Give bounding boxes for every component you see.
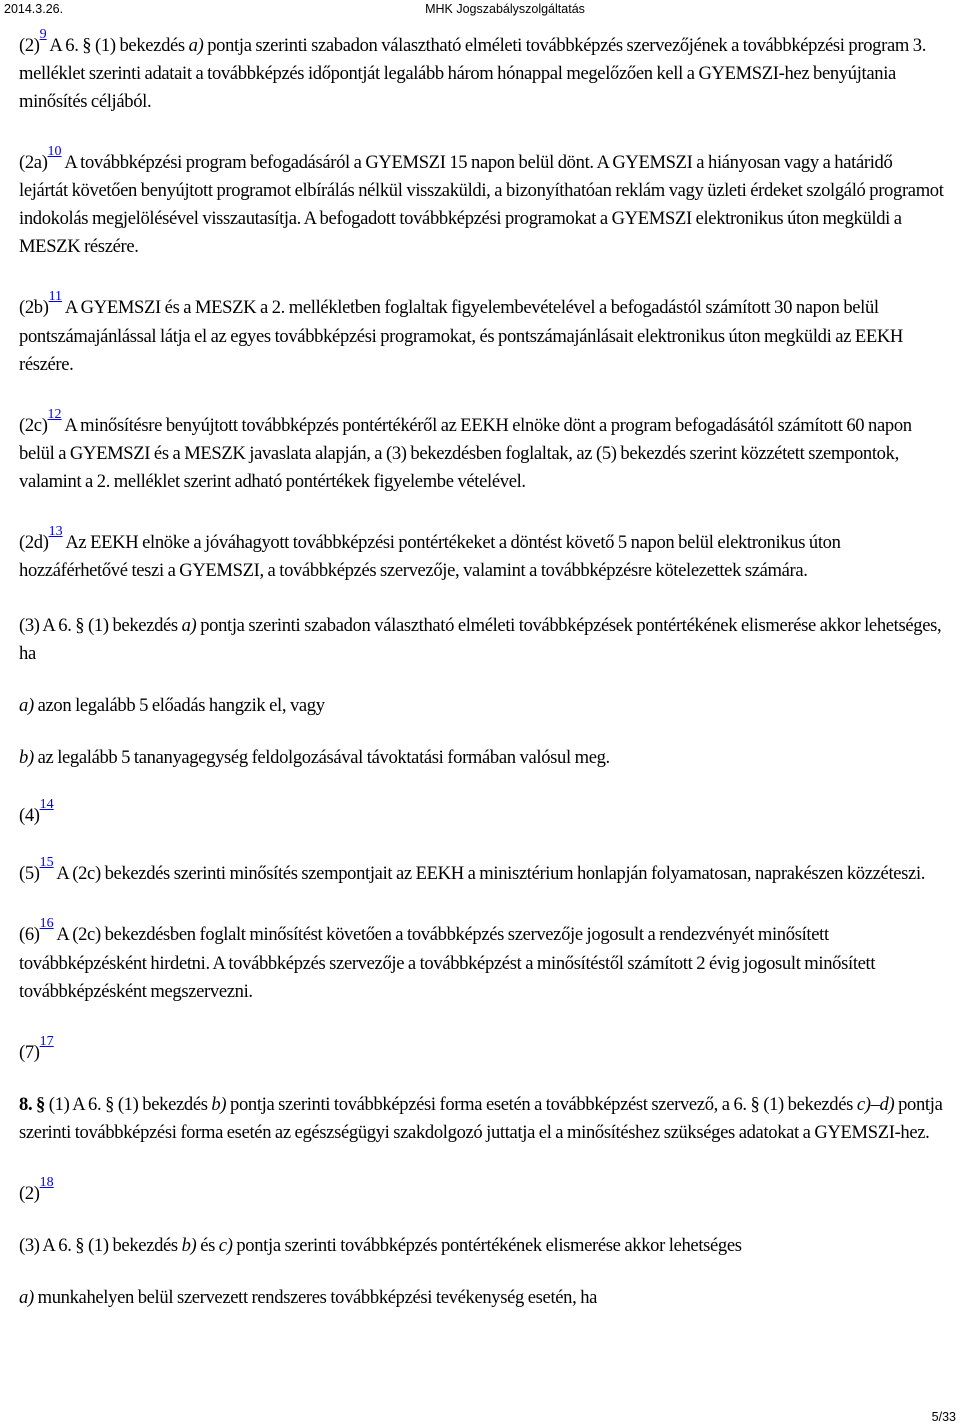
paragraph-2a: (2a)$^{10}$ A továbbképzési program befogadásáról a GYEMSZI 15 napon belül dönt. A GYEMSZI a hiányosan vagy a határidő lejártát követően benyújtott programot elbírálás nélkül visszaküldi, a bizonyíthatóan reklám vagy üzleti érdeket szolgáló programot indokolás megjelölésével visszautasítja. A befogadott továbbképzési programokat a GYEMSZI elektronikus úton megküldi a MESZK részére. (19, 144, 944, 258)
footnote-link-14[interactable]: 14 (39, 796, 54, 812)
footnote-link-9[interactable]: 9 (39, 27, 47, 42)
paragraph-2d: (2d)$^{13}$ Az EEKH elnöke a jóváhagyott továbbképzési pontértékeket a döntést követő 5 napon belül elektronikus úton hozzáférhetővé teszi a GYEMSZI, a továbbképzés szervezője, valamint a továbbképzésre kötelezettek számára. (19, 523, 841, 581)
footnote-link-10[interactable]: 10 (47, 144, 62, 160)
paragraph-3: (3) A 6. § (1) bekezdés a) pontja szerinti szabadon választható elméleti továbbképzések pontértékének elismerése akkor lehetséges, ha (19, 614, 942, 664)
footnote-link-11[interactable]: 11 (48, 289, 63, 305)
print-date: 2014.3.26. (4, 2, 64, 16)
footnote-link-15[interactable]: 15 (39, 855, 54, 871)
footnote-link-16[interactable]: 16 (39, 916, 54, 932)
section-8-paragraph-3: (3) A 6. § (1) bekezdés b) és c) pontja szerinti továbbképzés pontértékének elismerése akkor lehetséges (19, 1234, 742, 1256)
footnote-link-12[interactable]: 12 (47, 406, 62, 422)
paragraph-5: (5)$^{15}$ A (2c) bekezdés szerinti minősítés szempontjait az EEKH a minisztérium honlapján folyamatosan, naprakészen közzéteszi. (19, 855, 926, 885)
section-8-paragraph-2: (2)$^{18}$ (19, 1174, 54, 1204)
paragraph-2: (2)$^9$ A 6. § (1) bekezdés a) pontja szerinti szabadon választható elméleti továbbképzés szervezőjének a továbbképzési program 3. melléklet szerinti adatait a továbbképzés időpontját legalább három hónappal megelőzően kell a GYEMSZI-hez benyújtania minősítés céljából. (19, 27, 927, 113)
paragraph-2c: (2c)$^{12}$ A minősítésre benyújtott továbbképzés pontértékéről az EEKH elnöke dönt a program befogadásától számított 60 napon belül a GYEMSZI és a MESZK javaslata alapján, a (3) bekezdésben foglaltak, az (5) bekezdés szerint közzétett szempontok, valamint a 2. melléklet szerint adható pontértékek figyelembe vételével. (19, 406, 912, 492)
section-8-point-a: a) munkahelyen belül szervezett rendszeres továbbképzési tevékenység esetén, ha (19, 1286, 598, 1308)
section-number: 8. § (19, 1093, 45, 1115)
section-8: 8. § (1) A 6. § (1) bekezdés b) pontja szerinti továbbképzési forma esetén a továbbképzést szervező, a 6. § (1) bekezdés c)–d) pontja szerinti továbbképzési forma esetén az egészségügyi szakdolgozó juttatja el a minősítéshez szükséges adatokat a GYEMSZI-hez. (19, 1093, 943, 1143)
page-number: 5/33 (931, 1410, 956, 1424)
footnote-link-13[interactable]: 13 (48, 523, 63, 539)
site-title: MHK Jogszabályszolgáltatás (425, 2, 585, 16)
footnote-link-17[interactable]: 17 (39, 1033, 54, 1049)
paragraph-4: (4)$^{14}$ (19, 796, 54, 827)
page-header (0, 0, 960, 18)
point-b: b) az legalább 5 tananyagegység feldolgozásával távoktatási formában valósul meg. (19, 746, 610, 768)
point-a: a) azon legalább 5 előadás hangzik el, vagy (19, 694, 325, 716)
paragraph-6: (6)$^{16}$ A (2c) bekezdésben foglalt minősítést követően a továbbképzés szervezője jogosult a rendezvényét minősített továbbképzésként hirdetni. A továbbképzés szervezője a továbbképzést a minősítéstől számított 2 évig jogosult minősített továbbképzésként megszervezni. (19, 916, 876, 1002)
document-body (19, 26, 944, 1336)
paragraph-7: (7)$^{17}$ (19, 1033, 54, 1063)
paragraph-2b: (2b)$^{11}$ A GYEMSZI és a MESZK a 2. mellékletben foglaltak figyelembevételével a befogadástól számított 30 napon belül pontszámajánlással látja el az egyes továbbképzési programokat, és pontszámajánlásait elektronikus úton megküldi az EEKH részére. (19, 289, 903, 375)
footnote-link-18[interactable]: 18 (39, 1174, 54, 1190)
